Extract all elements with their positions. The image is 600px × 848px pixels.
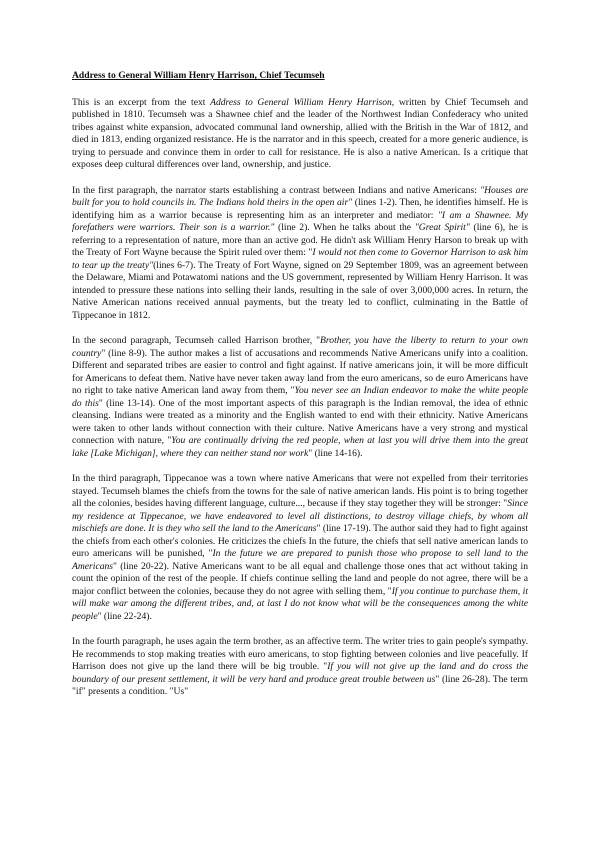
quoted-text: If you continue to purchase them, it will make war among the different tribes, and, at last I do not know what will be the consequences among the white people — [72, 585, 529, 622]
text-run: written by Chief Tecumseh and published in 1810. Tecumseh was a Shawnee chief and the leader of the Northwest Indian Confederacy who united tribes against white expansion, advocated communal land ownership, allied with the British in the War of 1812, and died in 1813, ending organized resistance. He is the narrator and in this speech, created for a more generic audience, is trying to persuade and convince them in order to call for resistance. He is also a native American. Is a critique that exposes deep cultural differences over land, ownership, and justice. — [72, 96, 528, 170]
text-run: " (line 22-24). — [97, 610, 152, 622]
text-run: " (line 26-28). The term "if" presents a condition. "Us" — [72, 673, 528, 697]
text-run: In the first paragraph, the narrator starts establishing a contrast between Indians and native Americans: — [72, 184, 481, 196]
quoted-text: "Houses are built for you to hold councils in. The Indians hold theirs in the open air" — [72, 184, 528, 208]
quoted-text: I would not then come to Governor Harrison to ask him to tear up the treaty" — [72, 247, 528, 271]
text-run: " (line 17-19). The author said they had to fight against the chiefs from each other's colonies. He criticizes the chiefs In the future, the chiefs that sell native american lands to euro americans will be punished, " — [72, 523, 528, 559]
text-run: " (line 8-9). The author makes a list of accusations and recommends Native Americans unify into a coalition. Different and separated tribes are easier to control and fight against. If native americans join, it will be more difficult for Americans to defeat them. Native have never taken away land from the euro americans, so de euro Americans have no right to take native American land away from them, " — [72, 347, 528, 396]
paragraph — [72, 473, 528, 623]
text-run: " (line 14-16). — [308, 447, 363, 459]
paragraph — [72, 335, 528, 460]
document-page — [72, 70, 528, 699]
quoted-text: Since my residence at Tippecanoe, we have endeavored to level all distinctions, to destroy village chiefs, by whom all mischiefs are done. It is they who sell the land to the Americans — [72, 498, 528, 534]
paragraph — [72, 636, 528, 699]
text-run: In the fourth paragraph, he uses again the term brother, as an affective term. The writer tries to gain people's sympathy. He recommends to stop making treaties with euro americans, to stop fighting between colonies and live peacefully. If Harrison does not give up the land there will be big trouble. " — [72, 636, 528, 672]
text-run: In the second paragraph, Tecumseh called Harrison brother, " — [72, 335, 321, 346]
quoted-text: "I am a Shawnee. My forefathers were warriors. Their son is a warrior." — [72, 209, 529, 233]
quoted-text: Brother, you have the liberty to return to your own country — [72, 335, 529, 359]
paragraph — [72, 97, 528, 172]
quoted-text: You never see an Indian endeavor to make the white people do this — [72, 385, 528, 409]
quoted-text: Address to General William Henry Harrison, — [210, 96, 395, 108]
quoted-text: If you will not give up the land and do cross the boundary of our present settlement, it will be very hard and produce great trouble between us — [72, 661, 529, 685]
document-title: Address to General William Henry Harrison, Chief Tecumseh — [72, 70, 325, 81]
quoted-text: You are continually driving the red people, when at last you will drive them into the great lake [Lake Michigan], where they can neither stand nor work — [72, 435, 528, 459]
document-body — [72, 97, 528, 699]
text-run: (lines 6-7). The Treaty of Fort Wayne, signed on 29 September 1809, was an agreement between the Delaware, Miami and Potawatomi nations and the US government, represented by William Henry Harrison. It was intended to pressure these nations into selling their lands, resulting in the sale of over 3,000,000 acres. In return, the Native American nations received annual payments, but the treaty led to conflict, culminating in the Battle of Tippecanoe in 1812. — [72, 259, 528, 321]
paragraph — [72, 185, 528, 323]
quoted-text: In the future we are prepared to punish those who propose to sell land to the Americans — [72, 548, 528, 572]
text-run: " (line 13-14). One of the most important aspects of this paragraph is the Indian removal, the idea of ethnic cleansing. Indians were treated as a minority and the English wanted to end with their ethnicity. Native Americans were taken to other lands without connection with their culture. Native Americans have a very strong and mystical connection with nature, " — [72, 397, 528, 446]
text-run: In the third paragraph, Tippecanoe was a town where native Americans that were not expelled from their territories stayed. Tecumseh blames the chiefs from the towns for the sale of native american lands. His point is to bring together all the colonies, besides having different language, culture..., because if they stay together they will be stronger: " — [72, 473, 528, 509]
text-run: " (line 20-22). Native Americans want to be all equal and challenge those ones that act without taking in count the opinion of the rest of the people. If chiefs continue selling the land and people do not agree, there will be a major conflict between the colonies, because they do not agree with selling them, " — [72, 560, 528, 597]
quoted-text: "Great Spirit" — [414, 222, 470, 233]
text-run: (line 6), he is referring to a representation of nature, more than an active god. He didn't ask William Henry Harson to break up with the Treaty of Fort Wayne because the Spirit ruled over them: " — [72, 222, 529, 258]
text-run: (line 2). When he talks about the — [274, 222, 415, 233]
text-run: This is an excerpt from the text — [72, 96, 211, 108]
text-run: (lines 1-2). Then, he identifies himself. He is identifying him as a warrior because is representing him as an interpreter and mediator: — [72, 197, 528, 221]
